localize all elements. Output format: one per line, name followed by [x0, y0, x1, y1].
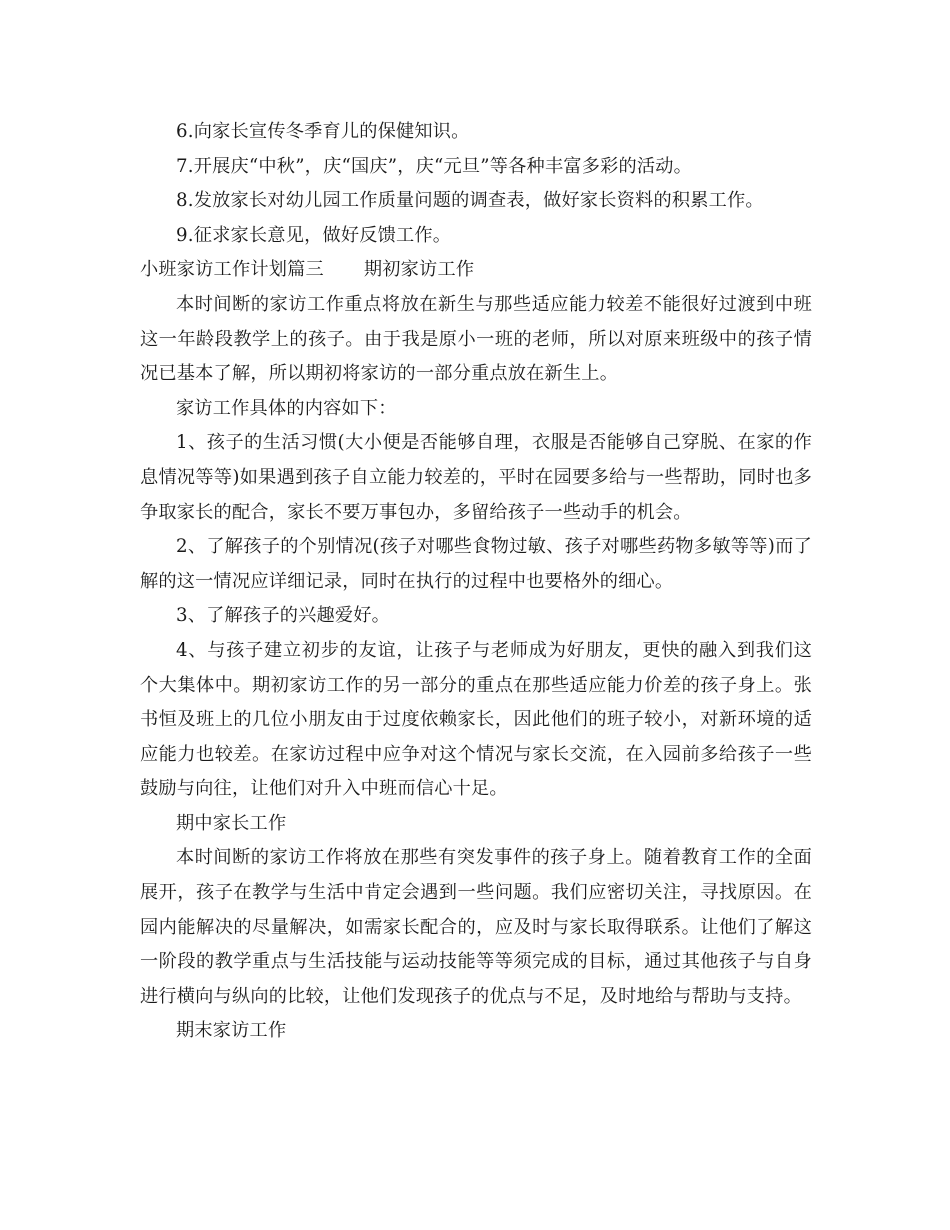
numbered-item: 3、了解孩子的兴趣爱好。 — [176, 605, 391, 627]
list-item: 8.发放家长对幼儿园工作质量问题的调查表，做好家长资料的积累工作。 — [176, 190, 764, 212]
list-item: 7.开展庆“中秋”，庆“国庆”，庆“元旦”等各种丰富多彩的活动。 — [176, 155, 693, 177]
document-body — [140, 115, 812, 1049]
intro-paragraph: 本时间断的家访工作重点将放在新生与那些适应能力较差不能很好过渡到中班这一年龄段教学上的孩子。由于我是原小一班的老师，所以对原来班级中的孩子情况已基本了解，所以期初将家访的一部分重点放在新生上。 — [140, 293, 812, 385]
midterm-heading: 期中家长工作 — [176, 812, 287, 834]
numbered-item: 2、了解孩子的个别情况(孩子对哪些食物过敏、孩子对哪些药物多敏等等)而了解的这一情况应详细记录，同时在执行的过程中也要格外的细心。 — [140, 536, 812, 592]
section-heading — [140, 253, 812, 288]
list-item: 6.向家长宣传冬季育儿的保健知识。 — [176, 121, 470, 142]
final-heading: 期末家访工作 — [176, 1020, 287, 1042]
section-subtitle: 期初家访工作 — [363, 259, 475, 281]
numbered-item: 1、孩子的生活习惯(大小便是否能够自理，衣服是否能够自己穿脱、在家的作息情况等等)如果遇到孩子自立能力较差的，平时在园要多给与一些帮助，同时也多争取家长的配合，家长不要万事包办，多留给孩子一些动手的机会。 — [140, 432, 812, 523]
numbered-item: 4、与孩子建立初步的友谊，让孩子与老师成为好朋友，更快的融入到我们这个大集体中。期初家访工作的另一部分的重点在那些适应能力价差的孩子身上。张书恒及班上的几位小朋友由于过度依赖家长，因此他们的班子较小，对新环境的适应能力也较差。在家访过程中应争对这个情况与家长交流，在入园前多给孩子一些鼓励与向往，让他们对升入中班而信心十足。 — [140, 639, 812, 800]
list-item: 9.征求家长意见，做好反馈工作。 — [176, 224, 452, 246]
section-title: 小班家访工作计划篇三 — [140, 259, 324, 281]
midterm-paragraph: 本时间断的家访工作将放在那些有突发事件的孩子身上。随着教育工作的全面展开，孩子在教学与生活中肯定会遇到一些问题。我们应密切关注，寻找原因。在园内能解决的尽量解决，如需家长配合的，应及时与家长取得联系。让他们了解这一阶段的教学重点与生活技能与运动技能等等须完成的目标，通过其他孩子与自身进行横向与纵向的比较，让他们发现孩子的优点与不足，及时地给与帮助与支持。 — [140, 847, 812, 1007]
content-intro: 家访工作具体的内容如下： — [176, 397, 397, 419]
